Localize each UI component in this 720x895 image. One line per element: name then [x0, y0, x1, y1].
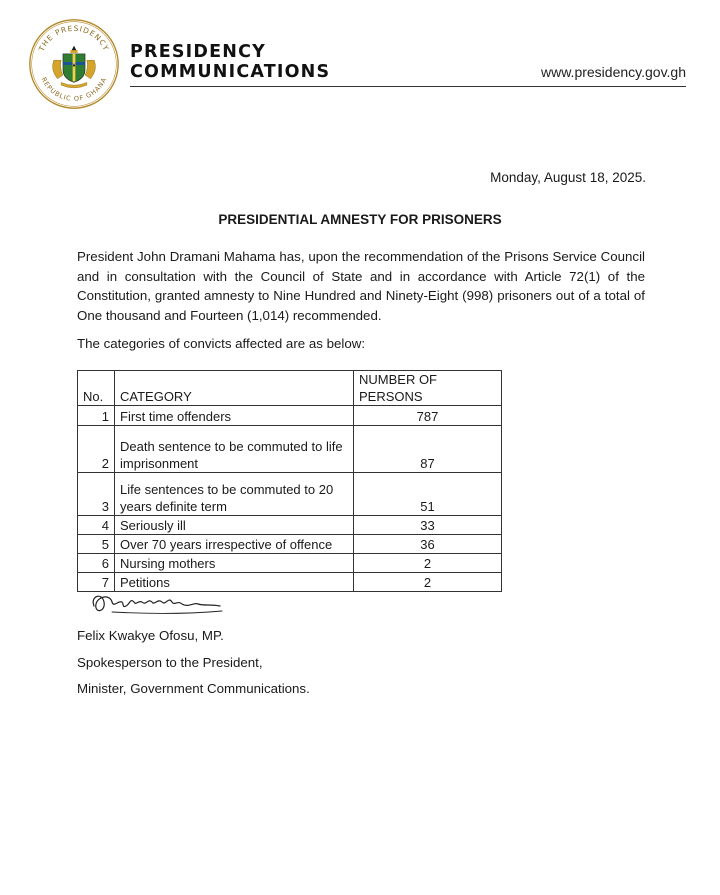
presidency-seal-logo — [28, 18, 120, 110]
row-no: 7 — [78, 573, 115, 592]
document-body: President John Dramani Mahama has, upon the recommendation of the Prisons Service Council and in consultation with the Council of State and in accordance with Article 72(1) of the Constitution, granted amnesty to Nine Hundred and Ninety-Eight (998) prisoners out of a total of One thousand and Fourteen (1,014) recommended. — [77, 249, 645, 323]
categories-intro: The categories of convicts affected are as below: — [77, 336, 366, 351]
website-link[interactable]: www.presidency.gov.gh — [541, 64, 686, 80]
brand-line-communications: COMMUNICATIONS — [130, 62, 331, 82]
brand-line-presidency: PRESIDENCY — [130, 42, 267, 62]
row-no: 4 — [78, 516, 115, 535]
row-number: 787 — [354, 406, 502, 426]
categories-table — [77, 370, 502, 592]
row-category: Death sentence to be commuted to life imprisonment — [115, 426, 354, 473]
row-category: First time offenders — [115, 406, 354, 426]
row-category: Seriously ill — [115, 516, 354, 535]
signatory-title-spokesperson: Spokesperson to the President, — [77, 655, 263, 670]
row-category: Nursing mothers — [115, 554, 354, 573]
document-title: PRESIDENTIAL AMNESTY FOR PRISONERS — [218, 212, 502, 227]
row-number: 87 — [354, 426, 502, 473]
header-number: NUMBER OF PERSONS — [354, 371, 502, 406]
header-category: CATEGORY — [115, 371, 354, 406]
signatory-name: Felix Kwakye Ofosu, MP. — [77, 628, 224, 643]
row-number: 36 — [354, 535, 502, 554]
table-row — [78, 535, 502, 554]
table-row — [78, 406, 502, 426]
signature-image — [88, 584, 228, 624]
row-number: 33 — [354, 516, 502, 535]
row-category: Life sentences to be commuted to 20 years definite term — [115, 473, 354, 516]
brand-wordmark — [130, 42, 330, 82]
row-number: 2 — [354, 554, 502, 573]
row-no: 5 — [78, 535, 115, 554]
row-no: 6 — [78, 554, 115, 573]
row-no: 2 — [78, 426, 115, 473]
table-row — [78, 426, 502, 473]
svg-text:THE PRESIDENCY: THE PRESIDENCY — [36, 23, 112, 53]
header-no: No. — [78, 371, 115, 406]
table-row — [78, 554, 502, 573]
header-divider — [130, 86, 686, 87]
svg-text:REPUBLIC OF GHANA: REPUBLIC OF GHANA — [39, 75, 109, 103]
row-number: 51 — [354, 473, 502, 516]
document-date: Monday, August 18, 2025. — [490, 170, 646, 185]
signatory-title-minister: Minister, Government Communications. — [77, 681, 310, 696]
row-category: Over 70 years irrespective of offence — [115, 535, 354, 554]
row-number: 2 — [354, 573, 502, 592]
table-row — [78, 516, 502, 535]
row-no: 1 — [78, 406, 115, 426]
table-header-row — [78, 371, 502, 406]
table-row — [78, 473, 502, 516]
row-no: 3 — [78, 473, 115, 516]
row-category: Petitions — [115, 573, 354, 592]
